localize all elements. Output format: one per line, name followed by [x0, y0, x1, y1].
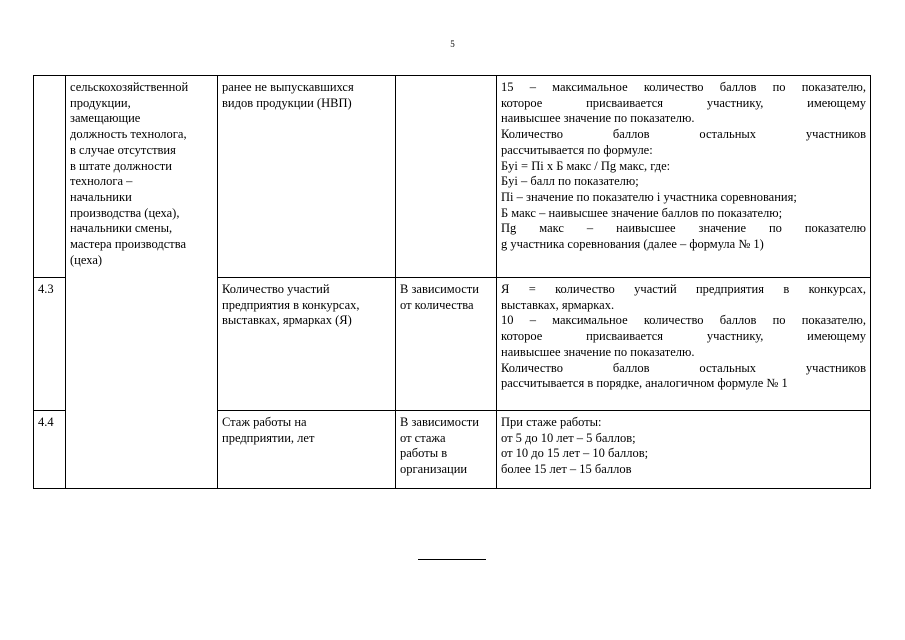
scoring-cell [497, 76, 871, 278]
indicator-line: Стаж работы на [222, 415, 307, 429]
indicator-cell [218, 76, 396, 278]
dependence-cell [396, 411, 497, 489]
position-line: в случае отсутствия [70, 142, 176, 157]
scoring-cell [497, 278, 871, 411]
position-line: должность технолога, [70, 127, 187, 142]
position-line: замещающие [70, 111, 141, 126]
scoring-line: g участника соревнования (далее – формула № 1) [501, 237, 764, 252]
position-line: производства (цеха), [70, 205, 180, 220]
position-line: (цеха) [70, 252, 103, 267]
indicator-cell [218, 278, 396, 411]
scoring-line: Бyi – балл по показателю; [501, 174, 639, 189]
indicator-line: ранее не выпускавшихся [222, 80, 354, 94]
table-row [34, 76, 871, 278]
scoring-line: Я = количество участий предприятия в конкурсах, [501, 282, 866, 296]
scoring-line: Количество баллов остальных участников [501, 127, 866, 142]
scoring-line: которое присваивается участнику, имеющему [501, 95, 866, 110]
scoring-line: более 15 лет – 15 баллов [501, 462, 632, 477]
row-number-cell: 4.4 [34, 411, 66, 489]
position-line: сельскохозяйственной [70, 80, 189, 94]
position-cell [66, 76, 218, 489]
dependence-cell [396, 76, 497, 278]
scoring-line: рассчитывается в порядке, аналогичном формуле № 1 [501, 376, 788, 391]
dependence-cell [396, 278, 497, 411]
scoring-line: Количество баллов остальных участников [501, 360, 866, 375]
scoring-line: 10 – максимальное количество баллов по показателю, [501, 313, 866, 328]
position-line: технолога – [70, 174, 133, 189]
scoring-line: выставках, ярмарках. [501, 297, 615, 312]
dependence-line: от количества [400, 297, 474, 312]
scoring-line: от 10 до 15 лет – 10 баллов; [501, 446, 649, 461]
position-line: начальники смены, [70, 221, 173, 236]
position-line: начальники [70, 189, 132, 204]
dependence-line: В зависимости [400, 282, 479, 296]
indicator-line: Количество участий [222, 282, 330, 296]
scoring-line: которое присваивается участнику, имеющему [501, 329, 866, 344]
position-line: в штате должности [70, 158, 172, 173]
scoring-line: Бyi = Пi x Б макс / Пg макс, где: [501, 158, 671, 173]
dependence-line: организации [400, 462, 468, 477]
indicator-line: предприятия в конкурсах, [222, 297, 360, 312]
scoring-line: Пi – значение по показателю i участника соревнования; [501, 189, 797, 204]
scoring-line: 15 – максимальное количество баллов по показателю, [501, 80, 866, 94]
page-number: 5 [450, 39, 455, 49]
row-number-cell [34, 76, 66, 278]
footnote-separator [418, 559, 486, 560]
position-line: продукции, [70, 95, 131, 110]
dependence-line: работы в [400, 446, 448, 461]
scoring-line: от 5 до 10 лет – 5 баллов; [501, 430, 636, 445]
scoring-line: При стаже работы: [501, 415, 602, 429]
scoring-cell [497, 411, 871, 489]
criteria-table [33, 75, 871, 489]
scoring-line: наивысшее значение по показателю. [501, 344, 695, 359]
scoring-line: Б макс – наивысшее значение баллов по показателю; [501, 205, 783, 220]
scoring-line: наивысшее значение по показателю. [501, 111, 695, 126]
indicator-line: предприятии, лет [222, 430, 315, 445]
indicator-cell [218, 411, 396, 489]
dependence-line: от стажа [400, 430, 446, 445]
scoring-line: рассчитывается по формуле: [501, 142, 653, 157]
row-number-cell: 4.3 [34, 278, 66, 411]
indicator-line: видов продукции (НВП) [222, 95, 352, 110]
dependence-line: В зависимости [400, 415, 479, 429]
scoring-line: Пg макс – наивысшее значение по показателю [501, 221, 866, 236]
indicator-line: выставках, ярмарках (Я) [222, 313, 352, 328]
position-line: мастера производства [70, 237, 187, 252]
